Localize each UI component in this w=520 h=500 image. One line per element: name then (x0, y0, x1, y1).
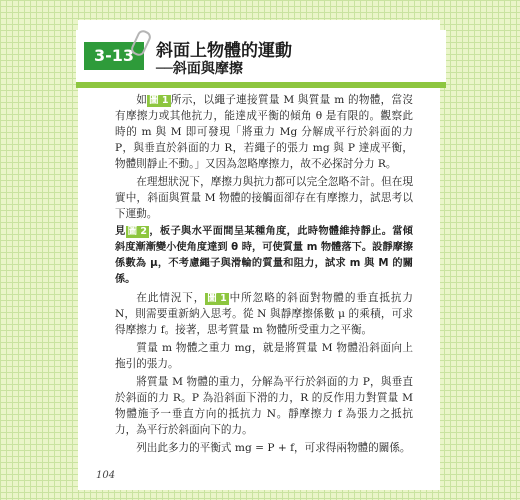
figure-ref: 圖 2 (127, 226, 147, 237)
figure-ref: 圖 1 (149, 95, 169, 106)
paragraph-4: 在此情況下， 圖 1 中所忽略的斜面對物體的垂直抵抗力 N，則需要重新納入思考。從 N 與靜摩擦係數 μ 的乘積，可求得摩擦力 f。接著，思考質量 m 物體所受重力之平衡。 (115, 292, 414, 336)
paragraph-2: 在理想狀況下，摩擦力與抗力都可以完全忽略不計。但在現實中，斜面與質量 M 物體的接觸面卻存在有摩擦力，試思考以下運動。 (115, 176, 413, 220)
paragraph-7: 列出此多力的平衡式 mg = P + f，可求得兩物體的關係。 (136, 442, 411, 454)
section-number-badge: 3-13 (84, 42, 144, 70)
paragraph-1: 如 圖 1 所示，以繩子連接質量 M 與質量 m 的物體，當沒有摩擦力或其他抗力，能達成平衡的傾角 θ 是有限的。觀察此時的 m 與 M 即可發現「將重力 Mg 分解成平行於斜面的力 P，與垂直於斜面的力 R，若繩子的張力 mg 與 P 達成平衡，物體則靜止不動。」又因為忽略摩擦力，故不必探討分力 R。 (115, 94, 414, 170)
section-subtitle: ──斜面與摩擦 (156, 61, 243, 77)
body-text (115, 92, 413, 458)
paragraph-3: 見 圖 2 ，板子與水平面間呈某種角度，此時物體維持靜止。當傾斜度漸漸變小使角度達到 θ 時，可使質量 m 物體落下。設靜摩擦係數為 μ，不考慮繩子與滑輪的質量和阻力，試求 m 與 M 的關係。 (115, 226, 413, 285)
page-number: 104 (96, 470, 116, 481)
paragraph-5: 質量 m 物體之重力 mg，就是將質量 M 物體沿斜面向上拖引的張力。 (115, 342, 413, 370)
figure-ref: 圖 1 (207, 293, 227, 304)
section-title: 斜面上物體的運動 (156, 41, 292, 61)
paragraph-6: 將質量 M 物體的重力，分解為平行於斜面的力 P，與垂直於斜面的力 R。P 為沿斜面下滑的力，R 的反作用力對質量 M 物體施予一垂直方向的抵抗力 N。靜摩擦力 f 為張力之抵抗力，為平行於斜面向下的力。 (115, 376, 413, 436)
